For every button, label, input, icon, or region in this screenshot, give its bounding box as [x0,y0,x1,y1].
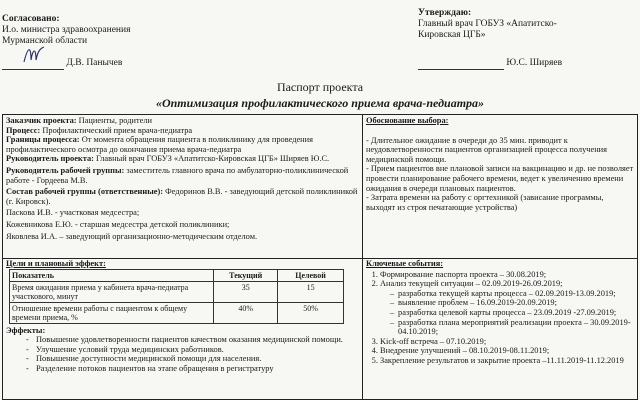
kpi-header-row [10,269,344,281]
justification-box [362,114,638,259]
process-row [6,126,359,136]
kpi-current: 40% [214,302,278,323]
list-item: - Разделение потоков пациентов на этапе обращения в регистратуру [36,364,359,374]
team-first: Федоринов В.В. - заведующий детской поликлиникой (г. Кировск). [6,187,358,206]
table-row [10,302,344,323]
kpi-table [9,269,344,324]
agreed-label: Согласовано: [2,14,60,24]
process-value: Профилактический прием врача-педиатра [40,125,193,135]
team-row [6,187,359,206]
team-member: Яковлева И.А. – заведующий организационно-методическим отделом. [6,231,258,241]
customer-row [6,116,359,126]
list-item: – разработка плана мероприятий реализации проекта – 30.09.2019-04.10.2019; [390,318,634,337]
list-item [380,346,634,356]
agreed-signature-row [2,58,142,70]
approval-block-right [418,8,638,41]
list-item: - Улучшение условий труда медицинских работников. [36,345,359,355]
page-title: Паспорт проекта [276,80,364,94]
signature-line-left [2,58,64,70]
wg-label: Руководитель рабочей группы: [6,165,125,175]
team-member: Кожевникова Е.Ю. - старшая медсестра детской поликлиники; [6,219,230,229]
lead-label: Руководитель проекта: [6,154,94,164]
approve-line-2: Кировская ЦГБ» [418,30,486,40]
lead-row [6,154,359,164]
events-list [366,270,634,366]
justification-item: - Прием пациентов вне плановой записи на вакцинацию и др. не позволяет провести планирование рабочего времени, ведет к увеличению времени ожидания в очереди плановых пациентов. [366,164,634,193]
kpi-target: 50% [278,302,344,323]
kpi-header-current: Текущий [214,269,278,281]
bounds-value: От момента обращения пациента в поликлинику для проведения профилактического осмотра до окончания приема врача-педиатра [6,135,313,154]
effects-list [6,335,359,373]
list-item: – выявление проблем – 16.09.2019-20.09.2019; [390,298,634,308]
agreed-line-2: Мурманской области [2,36,88,46]
list-item [380,356,634,366]
event-text: Анализ текущей ситуации – 02.09.2019-26.09.2019; [380,279,563,289]
approve-signer: Ю.С. Ширяев [506,58,563,68]
bounds-label: Границы процесса: [6,135,80,145]
justification-label: Обоснование выбора: [366,116,449,125]
wg-value: заместитель главного врача по амбулаторно-поликлинической работе - Гордеева М.В. [6,165,349,185]
customer-value: Пациенты, родители [76,116,152,125]
lead-value: Главный врач ГОБУЗ «Апатитско-Кировская ЦГБ» Ширяев Ю.С. [93,154,330,164]
process-label: Процесс: [6,125,41,135]
approve-signature-row [418,58,638,70]
event-text: Внедрение улучшений – 08.10.2019-08.11.2019; [380,346,550,356]
kpi-header-indicator: Показатель [10,269,214,281]
list-item: - Повышение доступности медицинской помощи для населения. [36,354,359,364]
list-item [380,279,634,337]
approve-line-1: Главный врач ГОБУЗ «Апатитско- [418,19,557,29]
event-text: Формирование паспорта проекта – 30.08.2019; [380,269,547,279]
kpi-indicator: Время ожидания приема у кабинета врача-педиатра участкового, минут [10,281,214,302]
event-sub-list [380,289,634,337]
goals-box [2,258,363,400]
bounds-row [6,135,359,154]
list-item [380,270,634,280]
signature-line-right [418,58,504,70]
kpi-header-target: Целевой [278,269,344,281]
team-label: Состав рабочей группы (ответственные): [6,187,164,197]
kpi-target: 15 [278,281,344,302]
justification-item: - Длительное ожидание в очереди до 35 мин. приводит к неудовлетворенности пациентов организацией процесса получения медицинской помощи. [366,135,608,164]
list-item: - Повышение удовлетворенности пациентов качеством оказания медицинской помощи. [36,335,359,345]
goals-label: Цели и плановый эффект: [6,259,106,268]
project-info-box [2,114,363,259]
list-item [380,337,634,347]
events-box [362,258,638,400]
approval-block-left [2,14,202,47]
agreed-signer: Д.В. Панычев [66,58,123,68]
event-text: Закрепление результатов и закрытие проекта –11.11.2019-11.12.2019 [380,355,624,365]
justification-item: - Затрата времени на работу с оргтехникой (зависание программы, выходят из строя печатающие устройства) [366,193,604,212]
table-row [10,281,344,302]
kpi-current: 35 [214,281,278,302]
effects-label: Эффекты: [6,325,46,335]
event-text: Kick-off встреча – 07.10.2019; [380,336,487,346]
approve-label: Утверждаю: [418,8,472,18]
events-label: Ключевые события: [366,259,444,268]
wg-row [6,166,359,185]
agreed-line-1: И.о. министра здравоохранения [2,25,131,35]
list-item: – разработка текущей карты процесса – 02.09.2019-13.09.2019; [390,289,634,299]
kpi-indicator: Отношение времени работы с пациентом к общему времени приема, % [10,302,214,323]
customer-label: Заказчик проекта: [6,116,77,125]
project-title: «Оптимизация профилактического приема врача-педиатра» [155,96,485,110]
team-member: Паскова И.В. - участковая медсестра; [6,208,140,218]
list-item: – разработка целевой карты процесса – 23.09.2019 -27.09.2019; [390,308,634,318]
